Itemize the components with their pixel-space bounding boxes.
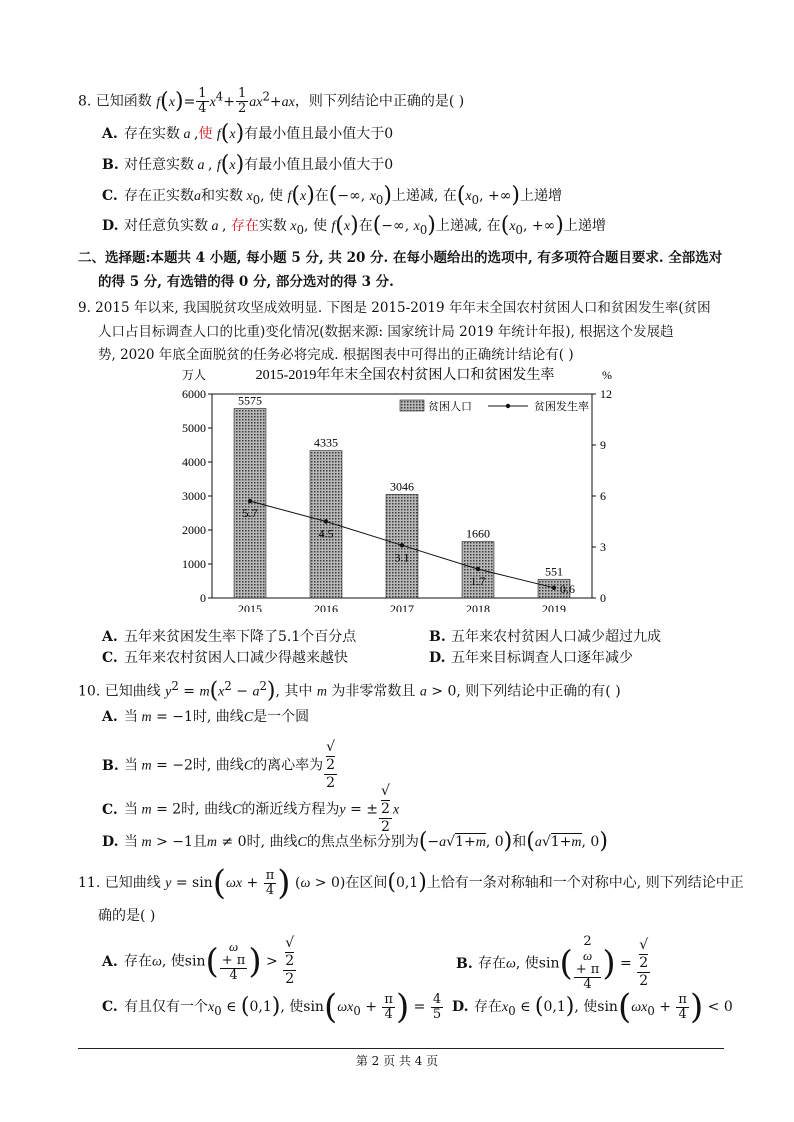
chart-legend [400, 399, 589, 413]
y-left-tick-label: 6000 [182, 387, 206, 401]
legend-label-bar: 贫困人口 [428, 401, 472, 413]
rate-value-label: 3.1 [394, 550, 410, 565]
q11-line2: 确的是( ) [98, 908, 156, 924]
bar-value-label: 551 [545, 564, 563, 579]
page-footer: 第 2 页 共 4 页 [355, 1054, 439, 1068]
q9-line3: 势, 2020 年底全面脱贫的任务必将完成. 根据图表中可得出的正确统计结论有( ) [98, 347, 574, 363]
poverty-chart [170, 362, 640, 612]
q11-stem: 11. 已知曲线 y = sin(ωx + $\frac{\pi}{4}$ ) (ω > 0)在区间(0,1)上恰有一条对称轴和一个对称中心, 则下列结论中正 [78, 863, 744, 903]
x-tick-label: 2019 [542, 602, 566, 612]
q9-line2: 人口占目标调查人口的比重)变化情况(数据来源: 国家统计局 2019 年统计年报), 根据这个发展趋 [98, 324, 674, 340]
rate-value-label: 5.7 [242, 506, 258, 521]
chart-ylabel-left: 万人 [181, 368, 207, 382]
y-left-tick-label: 3000 [182, 489, 206, 503]
y-left-tick-label: 0 [200, 591, 206, 605]
q11-opt-c: C. 有且仅有一个$x_0$ ∈ (0,1), 使$\sin(\omega x_0$ + $\frac{\pi}{4}$ ) = $\frac{4}{5}$ [102, 987, 442, 1027]
x-tick-label: 2016 [314, 602, 338, 612]
bar-value-label: 1660 [466, 526, 490, 541]
q8-opt-c: C. 存在正实数a和实数 $x_0$, 使 f(x)在(−∞, $x_0$)上递减, 在($x_0$, +∞)上递增 [102, 183, 562, 208]
q10-stem: 10. 已知曲线 $y^2 = m(x^2 - a^2)$, 其中 m 为非零常数且 a > 0, 则下列结论中正确的有( ) [78, 678, 621, 704]
q10-opt-d: D. 当 m > −1且m ≠ 0时, 曲线C的焦点坐标分别为(−a√1+m, 0)和(a√1+m, 0) [102, 829, 608, 854]
y-left-tick-label: 5000 [182, 421, 206, 435]
x-tick-label: 2015 [238, 602, 262, 612]
q11-opt-d: D. 存在$x_0$ ∈ (0,1), 使$\sin(\omega x_0$ + $\frac{\pi}{4}$ ) < 0 [452, 987, 733, 1027]
legend-swatch-bar [400, 400, 424, 411]
q9-opt-b: B. 五年来农村贫困人口减少超过九成 [429, 629, 661, 645]
q8-stem [78, 86, 464, 116]
y-left-tick-label: 4000 [182, 455, 206, 469]
x-tick-label: 2017 [390, 602, 414, 612]
q9-opt-d: D. 五年来目标调查人口逐年减少 [429, 650, 633, 666]
q9-opt-c: C. 五年来农村贫困人口减少得越来越快 [102, 650, 348, 666]
x-tick-label: 2018 [466, 602, 490, 612]
q8-opt-a: A. 存在实数 a ,使 f(x)有最小值且最小值大于0 [102, 121, 394, 146]
q8-stem-pre: 8. 已知函数 [78, 93, 152, 110]
q8-opt-d: D. 对任意负实数 a , 存在实数 $x_0$, 使 f(x)在(−∞, $x_0$)上递减, 在($x_0$, +∞)上递增 [102, 213, 606, 238]
q9-line1: 9. 2015 年以来, 我国脱贫攻坚成效明显. 下图是 2015-2019 年年末全国农村贫困人口和贫困发生率(贫困 [78, 300, 711, 316]
rate-value-label: 1.7 [470, 574, 486, 589]
q8-opt-b: B. 对任意实数 a , f(x)有最小值且最小值大于0 [102, 152, 394, 177]
rate-point [248, 499, 252, 503]
section2-line2: 的得 5 分, 有选错的得 0 分, 部分选对的得 3 分. [98, 274, 394, 290]
legend-swatch-marker [506, 404, 510, 408]
q9-opt-a: A. 五年来贫困发生率下降了5.1个百分点 [102, 629, 357, 645]
y-left-tick-label: 2000 [182, 523, 206, 537]
footer-rule [78, 1048, 724, 1049]
chart-title: 2015-2019年年末全国农村贫困人口和贫困发生率 [255, 368, 555, 383]
bar-value-label: 5575 [238, 393, 262, 408]
rate-value-label: 4.5 [318, 526, 334, 541]
y-right-tick-label: 0 [600, 591, 606, 605]
q10-opt-a: A. 当 m = −1时, 曲线C是一个圆 [102, 709, 310, 725]
rate-point [324, 519, 328, 523]
legend-label-line: 贫困发生率 [534, 401, 589, 413]
q11-opt-a: A. 存在ω, 使sin( ω + π 4 ) > √ 2 2 [102, 935, 295, 987]
y-right-tick-label: 3 [600, 540, 606, 554]
rate-point [400, 543, 404, 547]
bar [310, 451, 342, 598]
y-left-tick-label: 1000 [182, 557, 206, 571]
y-right-tick-label: 9 [600, 438, 606, 452]
q8-stem-post: ，则下列结论中正确的是( ) [294, 93, 465, 110]
q10-opt-b: B. 当 m = −2时, 曲线C的离心率为 √ 2 2 [102, 739, 336, 791]
bar-value-label: 3046 [390, 479, 414, 494]
bar-value-label: 4335 [314, 435, 338, 450]
rate-value-label: 0.6 [560, 581, 575, 596]
q10-opt-c: C. 当 m = 2时, 曲线C的渐近线方程为y = ± √ 2 2 x [102, 783, 400, 835]
section2-line1: 二、选择题:本题共 4 小题, 每小题 5 分, 共 20 分. 在每小题给出的选项中, 有多项符合题目要求. 全部选对 [78, 250, 723, 266]
q11-opt-b: B. 存在ω, 使sin( 2 ω + π 4 ) = √ 2 2 [456, 934, 649, 992]
rate-point [476, 567, 480, 571]
chart-ylabel-right: % [602, 368, 612, 382]
q8-formula: f(x)= $\frac{1}{4}$ $x^4+$ $\frac{1}{2}$ $ax^2+ax$ [156, 86, 295, 117]
y-right-tick-label: 6 [600, 489, 606, 503]
y-right-tick-label: 12 [600, 387, 612, 401]
rate-point [552, 586, 556, 590]
